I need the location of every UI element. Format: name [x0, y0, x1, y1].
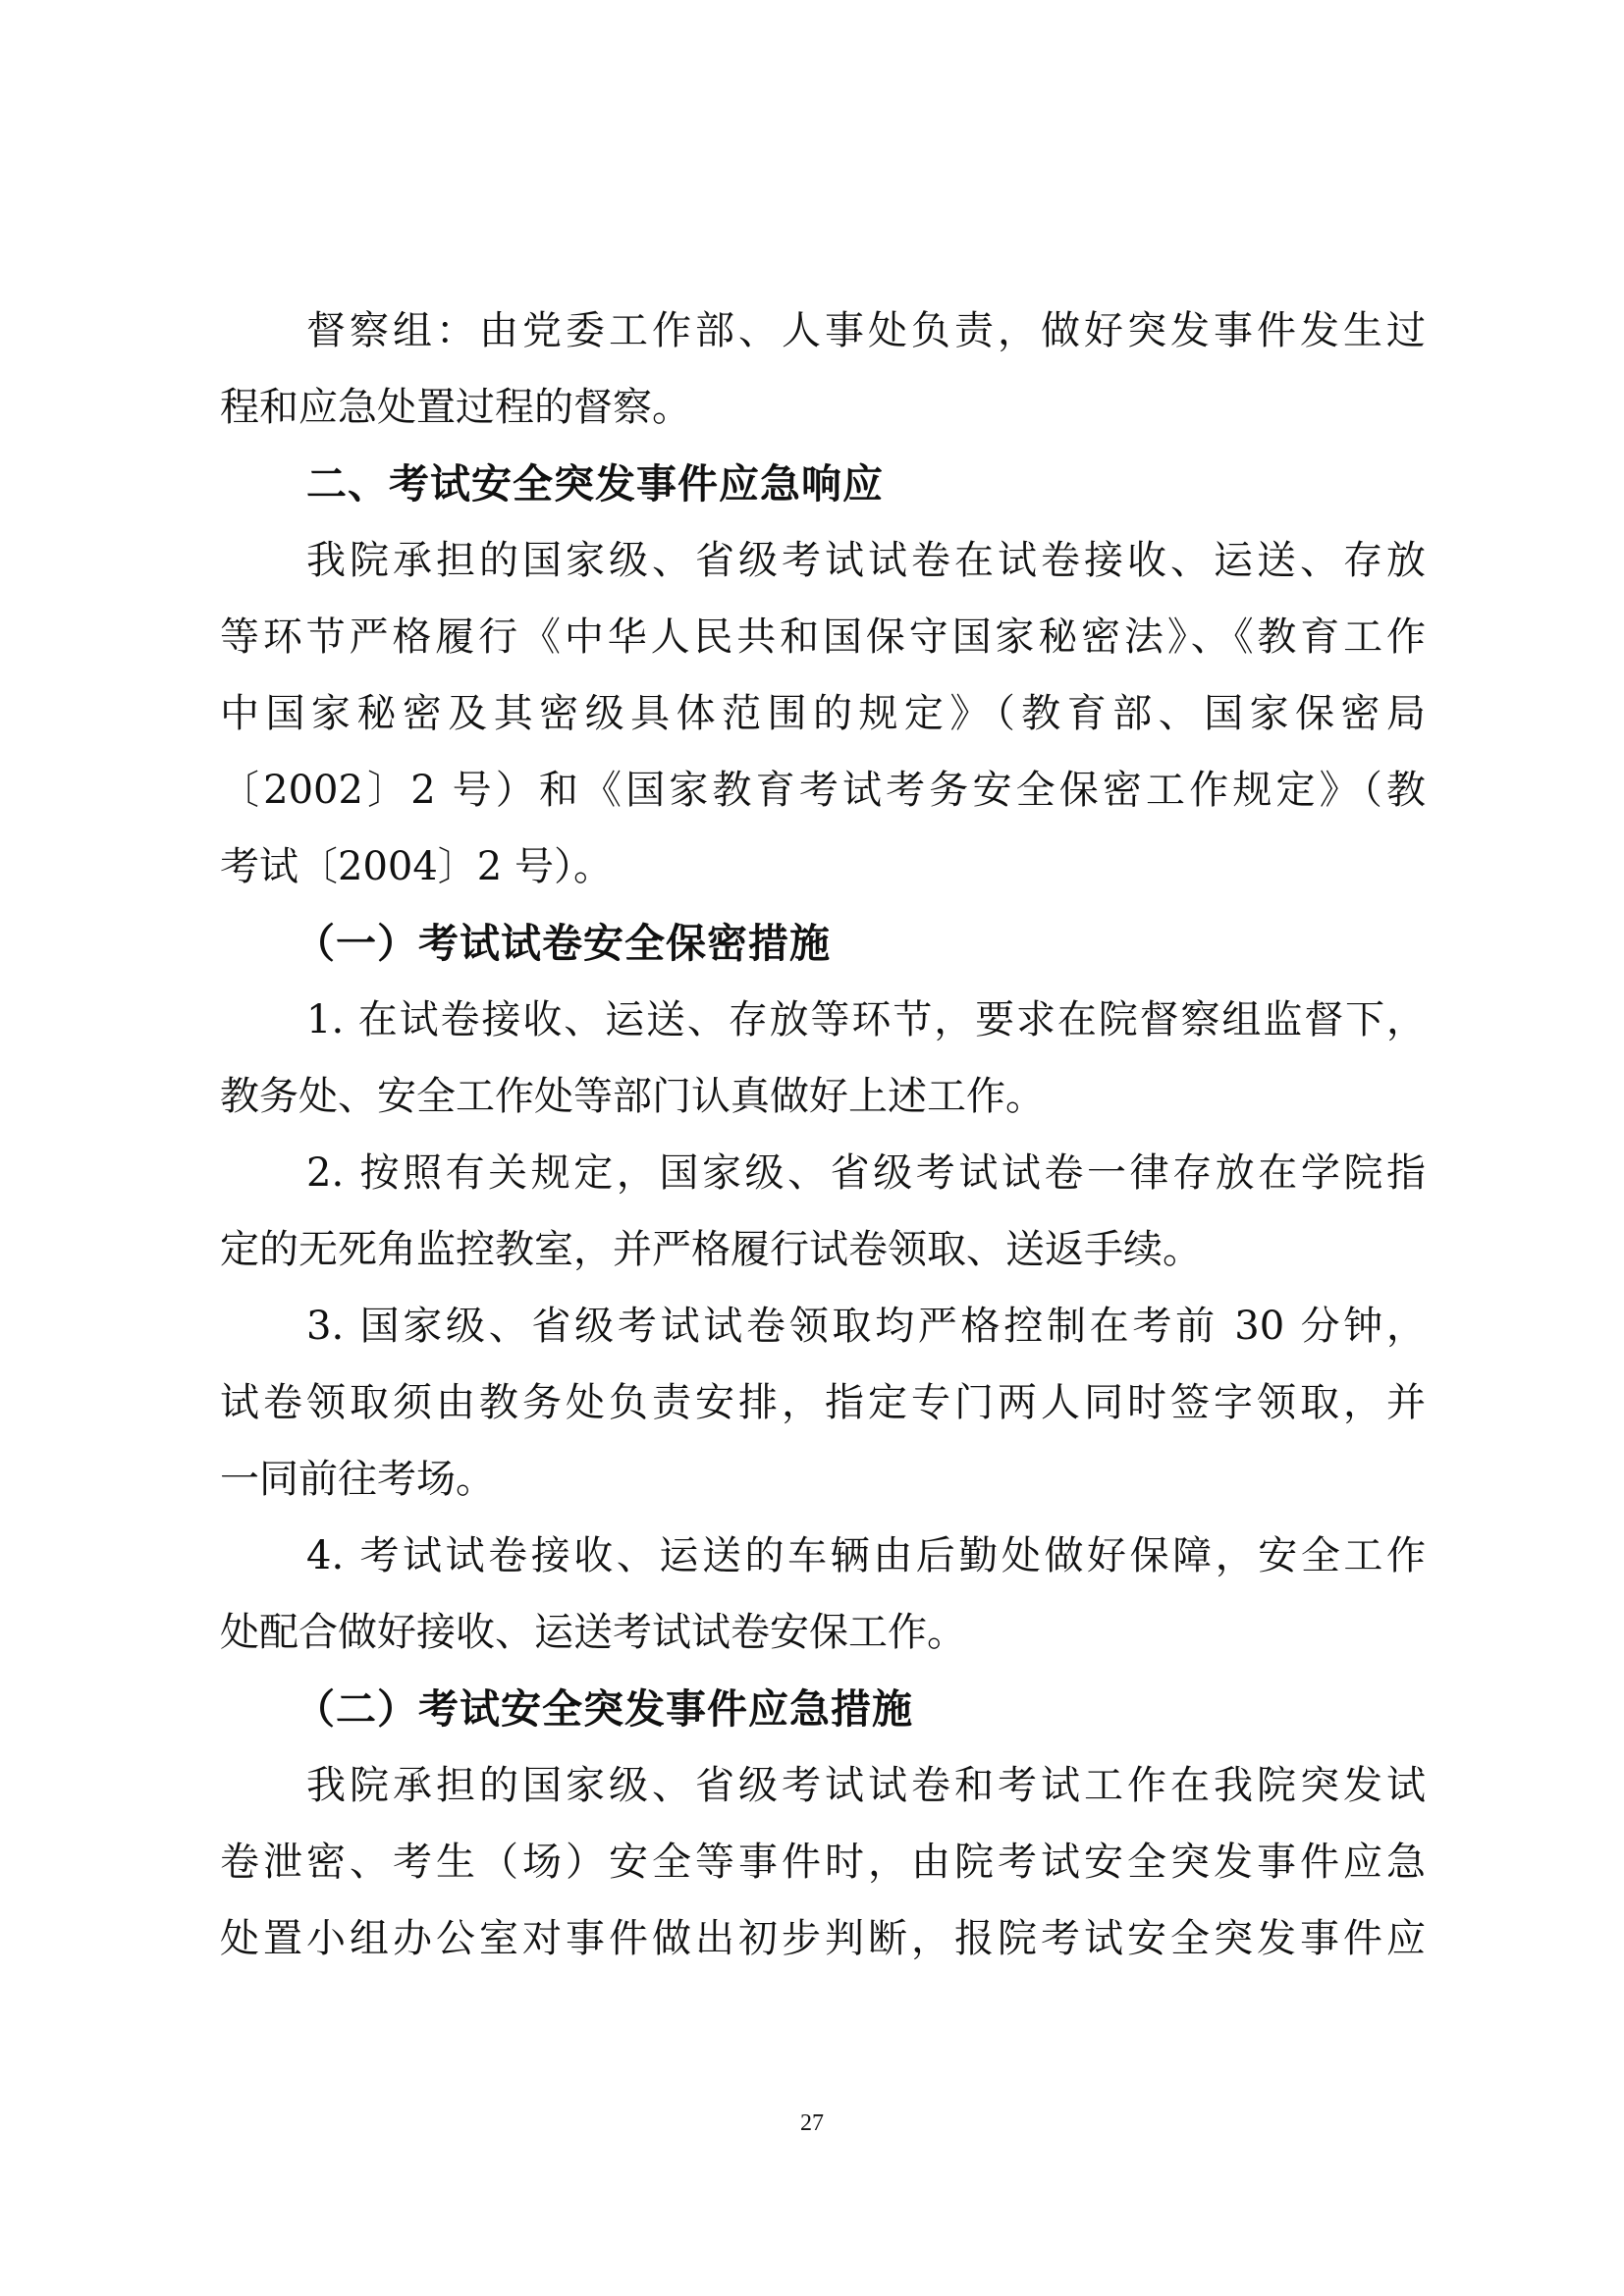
paragraph-line: 考试〔2004〕2 号）。 [220, 844, 613, 889]
paragraph-line: 督察组：由党委工作部、人事处负责，做好突发事件发生过 [306, 308, 1426, 353]
subsection-heading: （一）考试试卷安全保密措施 [295, 920, 831, 967]
section-heading: 二、考试安全突发事件应急响应 [306, 460, 884, 507]
paragraph-line: 程和应急处置过程的督察。 [220, 385, 691, 430]
paragraph-line: 等环节严格履行《中华人民共和国保守国家秘密法》、《教育工作 [220, 614, 1426, 660]
paragraph-line: 1. 在试卷接收、运送、存放等环节，要求在院督察组监督下， [306, 997, 1426, 1042]
paragraph-line: 处置小组办公室对事件做出初步判断，报院考试安全突发事件应 [220, 1916, 1426, 1961]
paragraph-line: 我院承担的国家级、省级考试试卷和考试工作在我院突发试 [306, 1763, 1426, 1808]
paragraph-line: 卷泄密、考生（场）安全等事件时，由院考试安全突发事件应急 [220, 1840, 1426, 1885]
paragraph-line: 教务处、安全工作处等部门认真做好上述工作。 [220, 1074, 1045, 1119]
paragraph-line: 3. 国家级、省级考试试卷领取均严格控制在考前 30 分钟， [306, 1304, 1426, 1349]
paragraph-line: 〔2002〕2 号）和《国家教育考试考务安全保密工作规定》（教 [220, 768, 1426, 813]
paragraph-line: 一同前往考场。 [220, 1457, 495, 1502]
paragraph-line: 中国家秘密及其密级具体范围的规定》（教育部、国家保密局 [220, 691, 1426, 736]
paragraph-line: 2. 按照有关规定，国家级、省级考试试卷一律存放在学院指 [306, 1150, 1426, 1196]
paragraph-line: 定的无死角监控教室，并严格履行试卷领取、送返手续。 [220, 1227, 1202, 1272]
page-number: 27 [800, 2110, 824, 2136]
paragraph-line: 4. 考试试卷接收、运送的车辆由后勤处做好保障，安全工作 [306, 1533, 1426, 1578]
paragraph-line: 处配合做好接收、运送考试试卷安保工作。 [220, 1610, 966, 1655]
paragraph-line: 我院承担的国家级、省级考试试卷在试卷接收、运送、存放 [306, 538, 1426, 583]
subsection-heading: （二）考试安全突发事件应急措施 [295, 1685, 913, 1733]
paragraph-line: 试卷领取须由教务处负责安排，指定专门两人同时签字领取，并 [220, 1380, 1426, 1425]
